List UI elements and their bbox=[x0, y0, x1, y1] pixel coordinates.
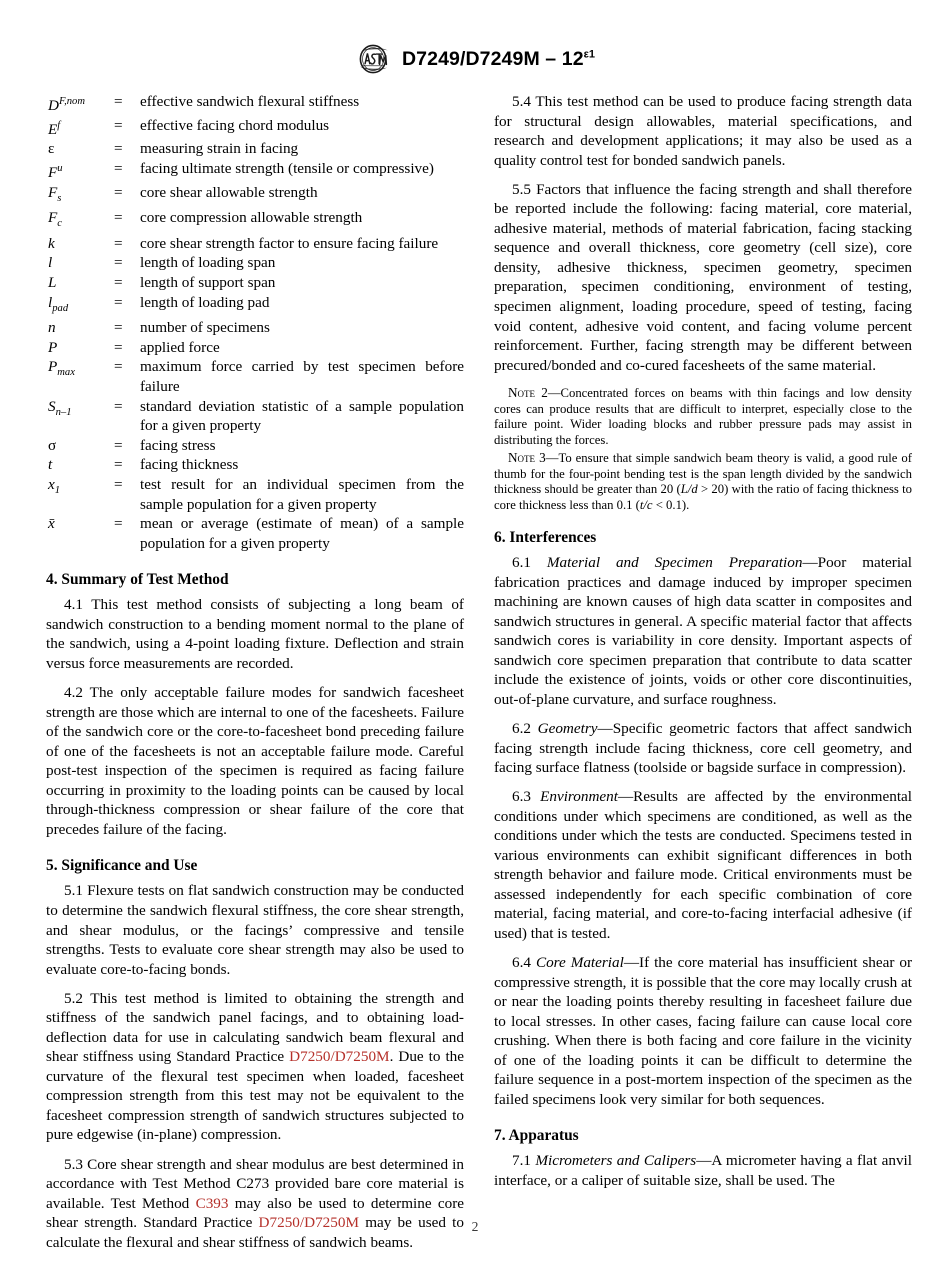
symbol-definition: core shear allowable strength bbox=[140, 183, 318, 201]
paragraph-6-3-number: 6.3 bbox=[512, 788, 541, 806]
symbol-definition: number of specimens bbox=[140, 319, 270, 337]
paragraph-5-3-text-a: 5.3 Core shear strength and shear modulus are best determined in accordance with Test Method C273 provided bare core material is available. Test Method bbox=[46, 1155, 464, 1212]
link-d7250-d7250m[interactable]: D7250/D7250M bbox=[289, 1048, 390, 1066]
symbol-row bbox=[46, 116, 464, 140]
symbol-equals: = bbox=[114, 436, 123, 454]
right-column bbox=[494, 92, 912, 1252]
standard-designation bbox=[402, 48, 595, 71]
symbol-row bbox=[46, 514, 464, 553]
symbol-name: $F_c$ bbox=[48, 209, 62, 230]
two-column-body bbox=[46, 92, 912, 1252]
designation-superscript: ε1 bbox=[583, 48, 595, 60]
symbol-name: P bbox=[48, 338, 58, 356]
note-3-text-b: > 20) with the ratio of facing thickness to core thickness less than 0.1 ( bbox=[494, 482, 912, 512]
note-2 bbox=[494, 385, 912, 448]
symbol-equals: = bbox=[114, 358, 123, 376]
symbol-definition: applied force bbox=[140, 338, 220, 356]
symbol-definition-list bbox=[46, 92, 464, 553]
paragraph-7-1-text: —A micrometer having a flat anvil interface, or a caliper of suitable size, shall be used. The bbox=[494, 1152, 912, 1189]
symbol-row bbox=[46, 338, 464, 358]
note-2-text: —Concentrated forces on beams with thin facings and low density cores can produce results that are difficult to interpret, especially close to the failure point. Wider loading blocks and rubber pressure pads may assist in distributing the forces. bbox=[494, 386, 912, 447]
paragraph-6-3-term: Environment bbox=[540, 788, 618, 806]
symbol-name: k bbox=[48, 234, 55, 252]
left-column bbox=[46, 92, 464, 1252]
symbol-name: σ bbox=[48, 436, 57, 454]
symbol-equals: = bbox=[114, 209, 123, 227]
paragraph-6-3-text: —Results are affected by the environmental conditions under which specimens are conditioned, as well as the conditions under which the tests are conducted. Specimens tested in various environments can exhibit significant differences in both strength behavior and failure mode. Critical environments must be assessed independently for each specific combination of core material, facing material, and core-to-facing interfacial adhesive (if used) that is tested. bbox=[494, 788, 912, 942]
paragraph-5-3-text-b: may also be used to determine core shear strength. Standard Practice bbox=[46, 1194, 465, 1232]
symbol-row bbox=[46, 318, 464, 338]
note-3 bbox=[494, 450, 912, 513]
symbol-equals: = bbox=[114, 338, 123, 356]
symbol-definition: length of loading span bbox=[140, 254, 276, 272]
symbol-equals: = bbox=[114, 159, 123, 177]
symbol-definition: facing stress bbox=[140, 436, 216, 454]
symbol-row bbox=[46, 208, 464, 234]
link-d7250-d7250m-2[interactable]: D7250/D7250M bbox=[258, 1214, 359, 1232]
page-header bbox=[0, 44, 950, 74]
symbol-name: $F^u$ bbox=[48, 162, 63, 181]
note-3-symbol-ld: L/d bbox=[680, 482, 698, 497]
symbol-equals: = bbox=[114, 456, 123, 474]
symbol-definition: measuring strain in facing bbox=[140, 140, 299, 158]
paragraph-6-2-number: 6.2 bbox=[512, 720, 538, 738]
astm-seal-icon bbox=[355, 44, 393, 74]
symbol-equals: = bbox=[114, 397, 123, 415]
symbol-row bbox=[46, 436, 464, 456]
symbol-name: $l_{pad}$ bbox=[48, 293, 69, 314]
symbol-name: t bbox=[48, 456, 53, 474]
symbol-name: $E^f$ bbox=[48, 119, 61, 138]
designation-text: D7249/D7249M – 12 bbox=[402, 47, 584, 70]
symbol-definition: core compression allowable strength bbox=[140, 209, 363, 227]
symbol-row bbox=[46, 234, 464, 254]
symbol-equals: = bbox=[114, 140, 123, 158]
paragraph-6-4-term: Core Material bbox=[535, 954, 624, 972]
paragraph-5-3-text-c: may be used to calculate the flexural and shear stiffness of sandwich beams. bbox=[46, 1214, 464, 1251]
symbol-row bbox=[46, 357, 464, 396]
symbol-definition: test result for an individual specimen from the sample population for a given property bbox=[140, 475, 464, 513]
symbol-row bbox=[46, 455, 464, 475]
paragraph-5-5: 5.5 Factors that influence the facing strength and shall therefore be reported include the following: facing material, core material, adhesive material, methods of material fabrication, facing stacking sequence and overall thickness, core geometry (cell size), core density, adhesive thickness, specimen geometry, specimen preparation, specimen conditioning, environment of testing, specimen alignment, loading procedure, speed of testing, facing void content, adhesive void content, and facing volume percent reinforcement. Further, facing strength may be different between precured/bonded and co-cured facesheets of the same material. bbox=[494, 180, 912, 374]
notes-block bbox=[494, 385, 912, 513]
symbol-equals: = bbox=[114, 116, 123, 134]
paragraph-5-3 bbox=[46, 1155, 464, 1253]
paragraph-6-3 bbox=[494, 787, 912, 943]
heading-apparatus: 7. Apparatus bbox=[494, 1127, 579, 1145]
symbol-definition: length of support span bbox=[140, 274, 276, 291]
paragraph-7-1-number: 7.1 bbox=[512, 1152, 536, 1170]
symbol-name: L bbox=[48, 274, 57, 291]
symbol-definition: facing ultimate strength (tensile or compressive) bbox=[140, 159, 434, 177]
symbol-row bbox=[46, 139, 464, 159]
symbol-row bbox=[46, 293, 464, 319]
symbol-equals: = bbox=[114, 254, 123, 272]
symbol-equals: = bbox=[114, 234, 123, 252]
symbol-equals: = bbox=[114, 183, 123, 201]
paragraph-6-1-term: Material and Specimen Preparation bbox=[546, 554, 803, 572]
symbol-definition: effective facing chord modulus bbox=[140, 116, 330, 134]
paragraph-6-2 bbox=[494, 719, 912, 778]
symbol-name: n bbox=[48, 319, 56, 337]
paragraph-6-2-text: —Specific geometric factors that affect sandwich facing strength include facing thickness, core cell geometry, and facing surface flatness (toolside or bagside surface in compression). bbox=[494, 720, 913, 777]
symbol-definition: effective sandwich flexural stiffness bbox=[140, 93, 360, 110]
symbol-row bbox=[46, 397, 464, 436]
paragraph-5-2 bbox=[46, 989, 464, 1145]
symbol-row bbox=[46, 183, 464, 209]
paragraph-6-4 bbox=[494, 953, 912, 1109]
symbol-name: $D^{F,nom}$ bbox=[48, 96, 85, 115]
paragraph-4-2: 4.2 The only acceptable failure modes for sandwich facesheet strength are those which are internal to one of the facesheets. Failure of the sandwich core or the core-to-facesheet bond preceding failure of one of the facesheets is not an acceptable failure mode. Careful post-test inspection of the specimen is required as facing failure occurring in proximity to the loading points can be caused by local through-thickness compression or shear failure of the core that precedes failure of the facing. bbox=[46, 684, 464, 838]
symbol-equals: = bbox=[114, 293, 123, 311]
symbol-definition: standard deviation statistic of a sample population for a given property bbox=[140, 397, 464, 435]
symbol-definition: mean or average (estimate of mean) of a sample population for a given property bbox=[140, 515, 464, 552]
symbol-name: $F_s$ bbox=[48, 183, 62, 204]
heading-summary-of-test-method: 4. Summary of Test Method bbox=[46, 571, 229, 589]
paragraph-6-1 bbox=[494, 553, 912, 709]
paragraph-7-1 bbox=[494, 1151, 912, 1190]
paragraph-6-2-term: Geometry bbox=[537, 720, 598, 738]
note-3-text-c: < 0.1). bbox=[652, 497, 690, 512]
symbol-definition: facing thickness bbox=[140, 456, 239, 474]
symbol-equals: = bbox=[114, 515, 123, 533]
symbol-name: $P_{max}$ bbox=[48, 358, 75, 379]
paragraph-5-1: 5.1 Flexure tests on flat sandwich construction may be conducted to determine the sandwich flexural stiffness, the core shear strength, and shear modulus, or the facings’ compressive and tensile strengths. Tests to evaluate core shear strength may also be used to evaluate core-to-facing bonds. bbox=[46, 882, 464, 978]
symbol-name: ε bbox=[48, 140, 55, 158]
heading-significance-and-use: 5. Significance and Use bbox=[46, 857, 198, 875]
paragraph-5-4: 5.4 This test method can be used to produce facing strength data for structural design allowables, material specifications, and research and development applications; it may also be used as a quality control test for bonded sandwich panels. bbox=[494, 93, 912, 169]
page-number: 2 bbox=[471, 1219, 479, 1234]
symbol-equals: = bbox=[114, 274, 123, 291]
symbol-definition: length of loading pad bbox=[140, 293, 270, 311]
paragraph-6-1-text: —Poor material fabrication practices and damage induced by improper specimen machining are known causes of high data scatter in composites and sandwich structures in general. A specific material factor that affects sandwich cores is variability in core density. Important aspects of sandwich core specimen preparation that contribute to data scatter include the existence of joints, voids or other core discontinuities, out-of-plane curvature, and surface roughness. bbox=[494, 554, 912, 708]
paragraph-7-1-term: Micrometers and Calipers bbox=[535, 1152, 697, 1170]
symbol-name: $S_{n-1}$ bbox=[48, 397, 72, 418]
symbol-row bbox=[46, 273, 464, 293]
note-3-text-a: —To ensure that simple sandwich beam theory is valid, a good rule of thumb for the four-point bending test is the span length divided by the sandwich thickness should be greater than 20 ( bbox=[494, 451, 912, 497]
paragraph-6-1-number: 6.1 bbox=[512, 554, 547, 572]
paragraph-5-2-text-b: . Due to the curvature of the flexural test specimen when loaded, facesheet compression strength from this test may not be equivalent to the facesheet compression strength of sandwich structures subjected to pure edgewise (in-plane) compression. bbox=[46, 1048, 464, 1144]
symbol-name: $x_1$ bbox=[48, 475, 61, 496]
symbol-row bbox=[46, 475, 464, 514]
symbol-equals: = bbox=[114, 93, 123, 110]
symbol-row bbox=[46, 92, 464, 116]
paragraph-6-4-text: —If the core material has insufficient shear or compressive strength, it is possible that the core may locally crush at or near the loading points thereby resulting in facesheet failure due to local stresses. In other cases, facing failure can cause local core crushing. When there is both facing and core failure in the vicinity of one of the loading points it can be difficult to determine the failure sequence in a post-mortem inspection of the specimen as the failed specimens look very similar for both sequences. bbox=[494, 954, 913, 1108]
symbol-definition: maximum force carried by test specimen before failure bbox=[140, 358, 464, 395]
paragraph-5-2-text-a: 5.2 This test method is limited to obtaining the strength and stiffness of the sandwich panel facings, and to obtaining load-deflection data for use in calculating sandwich beam flexural and shear stiffness using Standard Practice bbox=[46, 989, 464, 1066]
symbol-name: l bbox=[48, 254, 53, 272]
symbol-equals: = bbox=[114, 475, 123, 493]
note-2-label: Note 2 bbox=[508, 385, 548, 401]
symbol-equals: = bbox=[114, 319, 123, 337]
link-c393[interactable]: C393 bbox=[195, 1194, 229, 1212]
paragraph-6-4-number: 6.4 bbox=[512, 954, 536, 972]
heading-interferences: 6. Interferences bbox=[494, 529, 597, 547]
paragraph-4-1: 4.1 This test method consists of subjecting a long beam of sandwich construction to a bending moment normal to the plane of the sandwich, using a 4-point loading fixture. Deflection and strain versus force measurements are recorded. bbox=[46, 596, 464, 672]
note-3-symbol-tc: t/c bbox=[639, 497, 653, 512]
symbol-row bbox=[46, 253, 464, 273]
symbol-name: x̄ bbox=[48, 515, 55, 533]
symbol-definition: core shear strength factor to ensure facing failure bbox=[140, 234, 439, 252]
note-3-label: Note 3 bbox=[508, 450, 546, 466]
symbol-row bbox=[46, 159, 464, 183]
